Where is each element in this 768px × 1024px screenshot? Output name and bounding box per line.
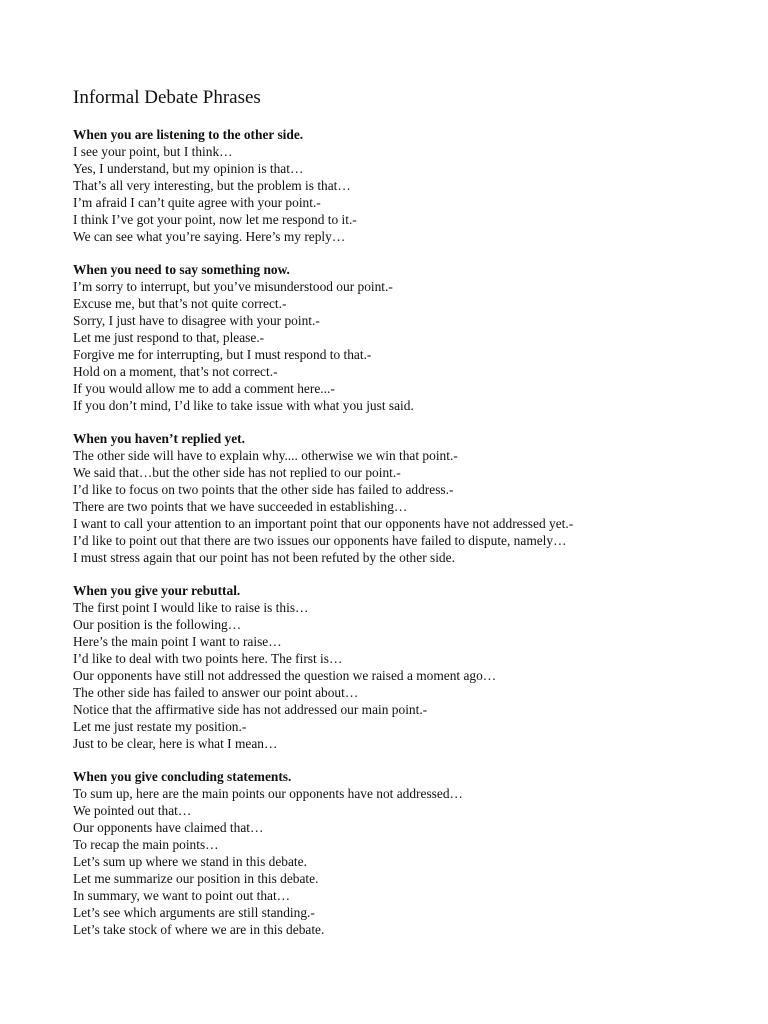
phrase-item: Here’s the main point I want to raise… <box>73 634 282 649</box>
phrase-list <box>73 785 753 938</box>
document-page <box>73 84 753 954</box>
phrase-item: Let’s take stock of where we are in this debate. <box>73 922 325 937</box>
phrase-item: If you would allow me to add a comment here...- <box>73 381 335 396</box>
phrase-item: The first point I would like to raise is this… <box>73 600 309 615</box>
section <box>73 261 753 414</box>
section <box>73 582 753 752</box>
phrase-item: I’d like to point out that there are two issues our opponents have failed to dispute, namely… <box>73 533 567 548</box>
phrase-item: I see your point, but I think… <box>73 144 233 159</box>
sections-container <box>73 126 753 938</box>
phrase-item: Let’s sum up where we stand in this debate. <box>73 854 307 869</box>
phrase-item: I want to call your attention to an important point that our opponents have not addressed yet.- <box>73 516 574 531</box>
phrase-item: I must stress again that our point has not been refuted by the other side. <box>73 550 455 565</box>
phrase-item: Excuse me, but that’s not quite correct.- <box>73 296 287 311</box>
phrase-item: I think I’ve got your point, now let me respond to it.- <box>73 212 357 227</box>
section-heading: When you need to say something now. <box>73 262 290 277</box>
phrase-item: Sorry, I just have to disagree with your point.- <box>73 313 320 328</box>
phrase-item: To recap the main points… <box>73 837 219 852</box>
phrase-item: Forgive me for interrupting, but I must respond to that.- <box>73 347 372 362</box>
phrase-list <box>73 143 753 245</box>
section-heading: When you haven’t replied yet. <box>73 431 245 446</box>
document-title: Informal Debate Phrases <box>73 87 261 108</box>
phrase-item: That’s all very interesting, but the problem is that… <box>73 178 351 193</box>
phrase-item: Notice that the affirmative side has not addressed our main point.- <box>73 702 428 717</box>
phrase-item: If you don’t mind, I’d like to take issue with what you just said. <box>73 398 414 413</box>
phrase-item: To sum up, here are the main points our opponents have not addressed… <box>73 786 463 801</box>
section <box>73 430 753 566</box>
phrase-item: I’d like to focus on two points that the other side has failed to address.- <box>73 482 454 497</box>
section-heading: When you give concluding statements. <box>73 769 292 784</box>
section-heading: When you give your rebuttal. <box>73 583 241 598</box>
phrase-item: I’d like to deal with two points here. The first is… <box>73 651 343 666</box>
phrase-item: We can see what you’re saying. Here’s my reply… <box>73 229 346 244</box>
phrase-item: Yes, I understand, but my opinion is that… <box>73 161 304 176</box>
phrase-item: Just to be clear, here is what I mean… <box>73 736 278 751</box>
phrase-item: Our position is the following… <box>73 617 242 632</box>
phrase-item: Our opponents have still not addressed the question we raised a moment ago… <box>73 668 497 683</box>
phrase-item: In summary, we want to point out that… <box>73 888 291 903</box>
phrase-item: Let me just restate my position.- <box>73 719 247 734</box>
section-heading: When you are listening to the other side. <box>73 127 304 142</box>
phrase-item: Our opponents have claimed that… <box>73 820 264 835</box>
phrase-item: We said that…but the other side has not replied to our point.- <box>73 465 401 480</box>
section <box>73 768 753 938</box>
phrase-item: I’m sorry to interrupt, but you’ve misunderstood our point.- <box>73 279 393 294</box>
phrase-list <box>73 278 753 414</box>
phrase-item: We pointed out that… <box>73 803 192 818</box>
phrase-list <box>73 599 753 752</box>
phrase-item: There are two points that we have succeeded in establishing… <box>73 499 408 514</box>
phrase-item: Hold on a moment, that’s not correct.- <box>73 364 278 379</box>
section <box>73 126 753 245</box>
phrase-list <box>73 447 753 566</box>
phrase-item: Let me just respond to that, please.- <box>73 330 265 345</box>
phrase-item: The other side has failed to answer our point about… <box>73 685 359 700</box>
phrase-item: The other side will have to explain why.... otherwise we win that point.- <box>73 448 458 463</box>
phrase-item: Let’s see which arguments are still standing.- <box>73 905 315 920</box>
phrase-item: I’m afraid I can’t quite agree with your point.- <box>73 195 321 210</box>
phrase-item: Let me summarize our position in this debate. <box>73 871 319 886</box>
